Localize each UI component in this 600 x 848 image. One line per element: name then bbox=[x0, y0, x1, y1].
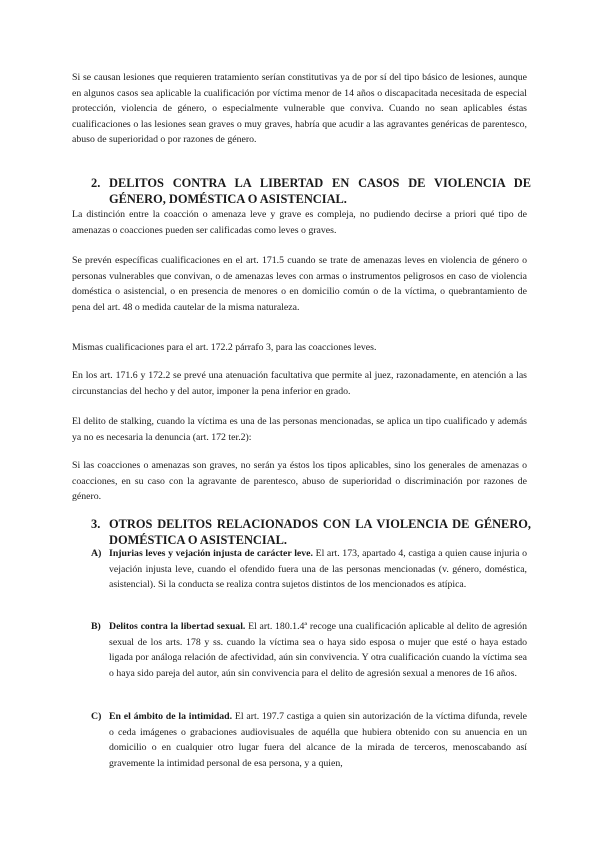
paragraph-s2-6: Si las coacciones o amenazas son graves, no serán ya éstos los tipos aplicables, sino los generales de amenazas o coacciones, en su caso con la agravante de parentesco, abuso de superioridad o discriminación por razones de género. bbox=[72, 460, 527, 503]
list-item-body bbox=[91, 709, 527, 771]
section-2-number: 2. bbox=[91, 176, 101, 190]
list-item-body bbox=[91, 546, 527, 593]
list-item-lead: Delitos contra la libertad sexual. bbox=[109, 621, 246, 632]
list-item-label: B) bbox=[91, 621, 101, 632]
list-item-b bbox=[91, 619, 527, 681]
list-item-text: El art. 197.7 castiga a quien sin autorización de la víctima difunda, revele o ceda imágenes o grabaciones audiovisuales de aquélla que hubiera obtenido con su anuencia en un domicilio o en cualquier otro lugar fuera del alcance de la mirada de terceros, menoscabando así gravemente la intimidad personal de esa persona, y a quien, bbox=[109, 711, 527, 769]
section-3-heading bbox=[91, 517, 531, 548]
list-item-text: El art. 180.1.4ª recoge una cualificación aplicable al delito de agresión sexual de los arts. 178 y ss. cuando la víctima sea o haya sido esposa o mujer que esté o haya estado ligada por análoga relación de afectividad, aún sin convivencia. Y otra cualificación cuando la víctima sea o haya sido pareja del autor, aún sin convivencia para el delito de agresión sexual a menores de 16 años. bbox=[109, 621, 527, 679]
paragraph-s2-1: La distinción entre la coacción o amenaza leve y grave es compleja, no pudiendo decirse a priori qué tipo de amenazas o coacciones pueden ser calificadas como leves o graves. bbox=[72, 209, 527, 236]
list-item-a bbox=[91, 546, 527, 593]
list-item-lead: En el ámbito de la intimidad. bbox=[109, 711, 233, 722]
section-2-heading bbox=[91, 176, 531, 207]
list-item-lead: Injurias leves y vejación injusta de carácter leve. bbox=[109, 548, 313, 559]
section-3-title: OTROS DELITOS RELACIONADOS CON LA VIOLENCIA DE GÉNERO, DOMÉSTICA O ASISTENCIAL. bbox=[109, 517, 531, 547]
section-3-number: 3. bbox=[91, 517, 101, 531]
paragraph-intro: Si se causan lesiones que requieren tratamiento serían constitutivas ya de por sí del tipo básico de lesiones, aunque en algunos casos sea aplicable la cualificación por víctima menor de 14 años o discapacitada necesitada de especial protección, violencia de género, o especialmente vulnerable que conviva. Cuando no sean aplicables éstas cualificaciones o las lesiones sean graves o muy graves, habría que acudir a las agravantes genéricas de parentesco, abuso de superioridad o por razones de género. bbox=[72, 72, 527, 146]
paragraph-s2-2: Se prevén específicas cualificaciones en el art. 171.5 cuando se trate de amenazas leves en violencia de género o personas vulnerables que convivan, o de amenazas leves con armas o instrumentos peligrosos en caso de violencia doméstica o asistencial, o en presencia de menores o en domicilio común o de la víctima, o quebrantamiento de pena del art. 48 o medida cautelar de la misma naturaleza. bbox=[72, 255, 527, 313]
paragraph-s2-5: El delito de stalking, cuando la víctima es una de las personas mencionadas, se aplica un tipo cualificado y además ya no es necesaria la denuncia (art. 172 ter.2): bbox=[72, 416, 527, 443]
list-item-c bbox=[91, 709, 527, 771]
list-item-text: El art. 173, apartado 4, castiga a quien cause injuria o vejación injusta leve, cuando el ofendido fuera una de las personas mencionadas (v. género, doméstica, asistencial). Si la conducta se realiza contra sujetos distintos de los mencionados es atípica. bbox=[109, 548, 527, 591]
list-item-label: A) bbox=[91, 548, 102, 559]
section-2-title: DELITOS CONTRA LA LIBERTAD EN CASOS DE VIOLENCIA DE GÉNERO, DOMÉSTICA O ASISTENCIAL. bbox=[109, 176, 531, 206]
list-item-body bbox=[91, 619, 527, 681]
paragraph-s2-4: En los art. 171.6 y 172.2 se prevé una atenuación facultativa que permite al juez, razonadamente, en atención a las circunstancias del hecho y del autor, imponer la pena inferior en grado. bbox=[72, 370, 527, 397]
list-item-label: C) bbox=[91, 711, 102, 722]
paragraph-s2-3: Mismas cualificaciones para el art. 172.2 párrafo 3, para las coacciones leves. bbox=[72, 342, 377, 353]
